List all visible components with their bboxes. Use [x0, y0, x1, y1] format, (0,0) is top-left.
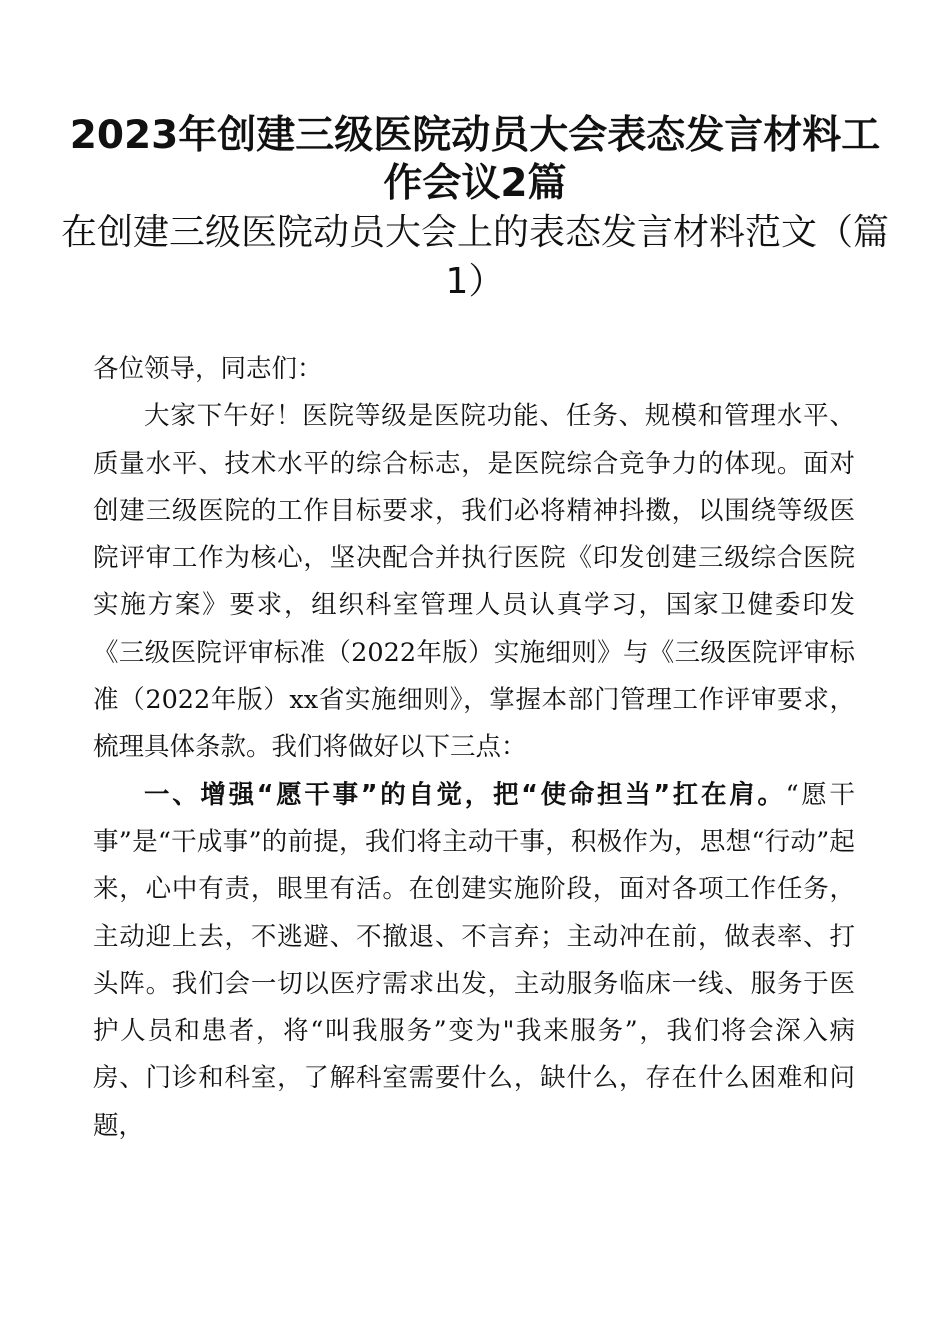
section-1-text: “愿干事”是“干成事”的前提，我们将主动干事，积极作为，思想“行动”起来，心中有责，眼里有活。在创建实施阶段，面对各项工作任务，主动迎上去，不逃避、不撤退、不言弃；主动冲在前，做表率、打头阵。我们会一切以医疗需求出发，主动服务临床一线、服务于医护人员和患者，将“叫我服务”变为"我来服务”，我们将会深入病房、门诊和科室，了解科室需要什么，缺什么，存在什么困难和问题， [93, 779, 855, 1141]
document-subtitle: 在创建三级医院动员大会上的表态发言材料范文（篇1） [60, 212, 889, 302]
section-1-paragraph [93, 772, 855, 1150]
document-body [93, 346, 855, 1150]
section-1-heading: 一、增强“愿干事”的自觉，把“使命担当”扛在肩。 [144, 779, 786, 810]
salutation: 各位领导，同志们： [93, 354, 323, 384]
paragraph-intro: 大家下午好！医院等级是医院功能、任务、规模和管理水平、质量水平、技术水平的综合标志，是医院综合竞争力的体现。面对创建三级医院的工作目标要求，我们必将精神抖擞，以围绕等级医院评审工作为核心，坚决配合并执行医院《印发创建三级综合医院实施方案》要求，组织科室管理人员认真学习，国家卫健委印发《三级医院评审标准（2022年版）实施细则》与《三级医院评审标准（2022年版）xx省实施细则》，掌握本部门管理工作评审要求，梳理具体条款。我们将做好以下三点： [93, 401, 855, 763]
document-title: 2023年创建三级医院动员大会表态发言材料工作会议2篇 [69, 113, 881, 206]
